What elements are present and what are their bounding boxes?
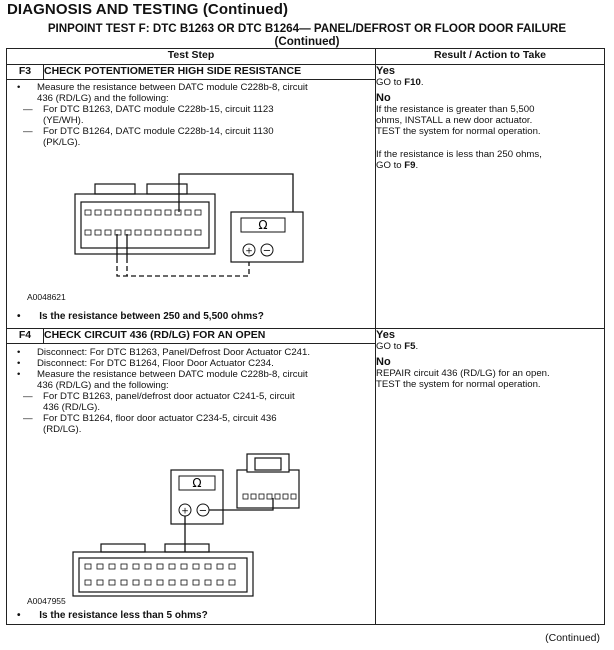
header-test-step: Test Step [7,49,376,65]
datc-connector-c228b [73,544,253,596]
minus-terminal-icon: − [198,505,208,517]
step-f4-results [376,329,605,625]
instruction-subitem: — For DTC B1263, panel/defrost door actuator C241-5, circuit 436 (RD/LG). [23,391,295,413]
step-f4-body [7,344,376,625]
result-line: If the resistance is less than 250 ohms, [376,149,542,160]
instruction-item: • Measure the resistance between DATC module C228b-8, circuit 436 (RD/LG) and the following: [17,369,308,391]
result-line: GO to F10. [376,77,424,88]
step-f3-title-row [7,65,605,80]
result-no-label: No [376,356,391,368]
result-no-label: No [376,92,391,104]
f3-wiring-diagram [61,172,311,292]
ohm-symbol: Ω [258,218,268,232]
instruction-item: • Disconnect: For DTC B1263, Panel/Defrost Door Actuator C241. [17,347,311,358]
minus-terminal-icon: − [262,245,272,257]
step-f3-question: • Is the resistance between 250 and 5,500 ohms? [17,311,264,322]
step-f3-title: CHECK POTENTIOMETER HIGH SIDE RESISTANCE [44,65,376,80]
step-link-f10[interactable]: F10 [404,77,421,88]
result-line: If the resistance is greater than 5,500 [376,104,535,115]
pinpoint-test-title [0,22,614,48]
figure-id-a0047955: A0047955 [27,596,66,606]
result-line: ohms, INSTALL a new door actuator. [376,115,533,126]
result-spacer [376,137,604,149]
step-f3-body [7,80,376,329]
test-title-line2: (Continued) [274,35,340,48]
plus-terminal-icon: + [181,506,189,517]
step-link-f5[interactable]: F5 [404,341,416,352]
result-line: TEST the system for normal operation. [376,379,541,390]
instruction-item: • Measure the resistance between DATC module C228b-8, circuit 436 (RD/LG) and the following: [17,82,308,104]
step-link-f9[interactable]: F9 [404,160,416,171]
door-actuator-connector [237,454,299,508]
page-title: DIAGNOSIS AND TESTING (Continued) [7,1,289,18]
instruction-item: • Disconnect: For DTC B1264, Floor Door Actuator C234. [17,358,274,369]
result-yes-label: Yes [376,329,395,341]
step-f4-instructions [7,347,375,435]
test-title-line1: PINPOINT TEST F: DTC B1263 OR DTC B1264— PANEL/DEFROST OR FLOOR DOOR FAILURE [47,22,567,35]
continued-note: (Continued) [545,632,600,644]
instruction-subitem: — For DTC B1264, DATC module C228b-14, circuit 1130 (PK/LG). [23,126,274,148]
datc-connector-c228b [75,184,215,254]
step-f4-id: F4 [7,329,44,344]
result-line: REPAIR circuit 436 (RD/LG) for an open. [376,368,550,379]
ohmmeter [231,212,303,262]
plus-terminal-icon: + [245,246,253,257]
ohmmeter [171,470,223,524]
step-f3-id: F3 [7,65,44,80]
instruction-subitem: — For DTC B1263, DATC module C228b-15, circuit 1123 (YE/WH). [23,104,274,126]
instruction-subitem: — For DTC B1264, floor door actuator C234-5, circuit 436 (RD/LG). [23,413,277,435]
result-line: GO to F5. [376,341,419,352]
figure-id-a0048621: A0048621 [27,292,66,302]
step-f4-question: • Is the resistance less than 5 ohms? [17,610,208,621]
result-line: GO to F9. [376,160,419,171]
result-yes-label: Yes [376,65,395,77]
step-f3-results [376,65,605,329]
f4-wiring-diagram [61,448,321,598]
result-line: TEST the system for normal operation. [376,126,541,137]
step-f4-title-row [7,329,605,344]
pinpoint-test-table [6,48,605,625]
ohm-symbol: Ω [192,476,202,490]
step-f3-instructions [7,82,375,148]
table-header-row [7,49,605,65]
step-f4-title: CHECK CIRCUIT 436 (RD/LG) FOR AN OPEN [44,329,376,344]
header-result: Result / Action to Take [376,49,605,65]
